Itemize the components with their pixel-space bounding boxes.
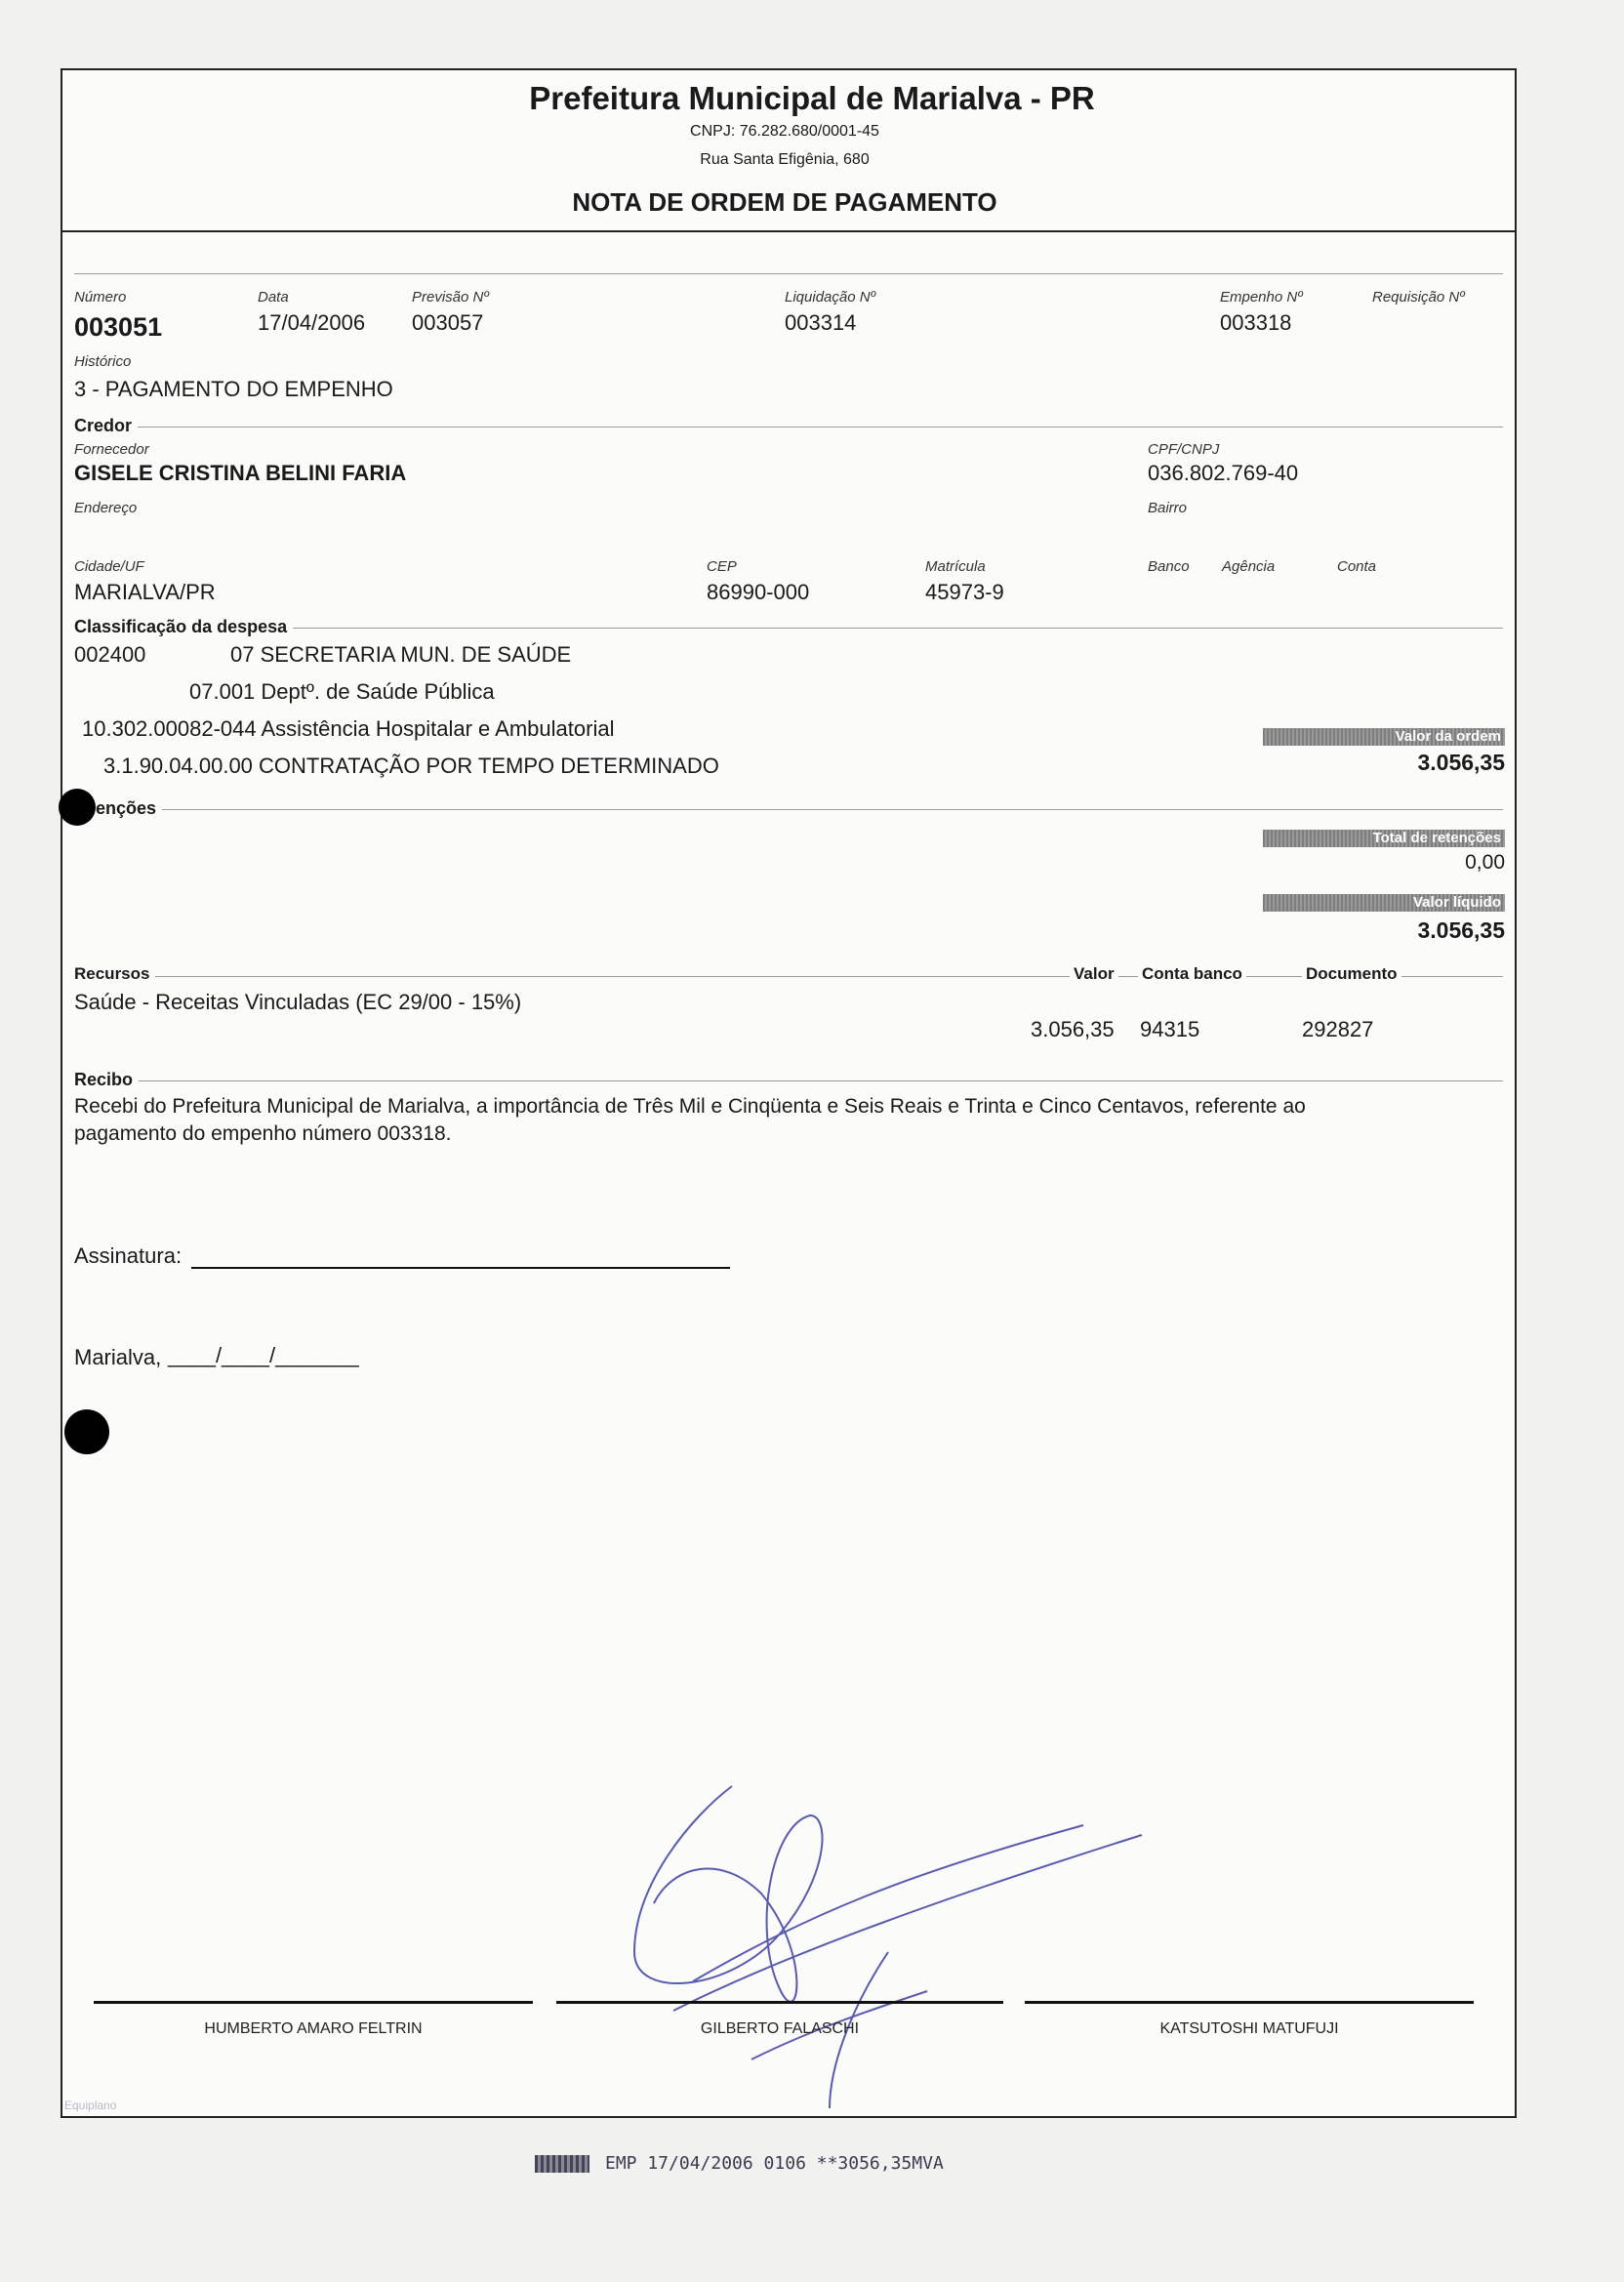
historico-label: Histórico: [74, 353, 132, 370]
total-retencoes-value: 0,00: [1465, 851, 1505, 874]
retencoes-section: enções: [96, 798, 162, 819]
stamp-logo: [535, 2155, 589, 2173]
recursos-documento-col: Documento: [1302, 964, 1401, 984]
data-label: Data: [258, 289, 289, 306]
cidade-label: Cidade/UF: [74, 558, 144, 575]
liquidacao-label: Liquidação Nº: [785, 289, 876, 306]
elemento: 3.1.90.04.00.00 CONTRATAÇÃO POR TEMPO DETERMINADO: [103, 754, 719, 778]
assinatura-label: Assinatura:: [74, 1243, 183, 1268]
liquidacao-value: 003314: [785, 310, 857, 335]
previsao-value: 003057: [412, 310, 484, 335]
valor-ordem-label: Valor da ordem: [1263, 728, 1505, 746]
recursos-conta-col: Conta banco: [1138, 964, 1246, 984]
numero-label: Número: [74, 289, 127, 306]
cep-value: 86990-000: [707, 580, 810, 604]
recibo-text-line2: pagamento do empenho número 003318.: [74, 1122, 452, 1145]
historico-value: 3 - PAGAMENTO DO EMPENHO: [74, 377, 393, 401]
assinatura-line: [191, 1267, 730, 1269]
cpf-label: CPF/CNPJ: [1148, 441, 1220, 458]
retencoes-rule: [96, 809, 1503, 810]
signature-name-3: KATSUTOSHI MATUFUJI: [1159, 2020, 1339, 2037]
signature-name-2: GILBERTO FALASCHI: [700, 2020, 860, 2037]
fornecedor-label: Fornecedor: [74, 441, 149, 458]
agencia-label: Agência: [1222, 558, 1276, 575]
punch-hole: [59, 789, 96, 826]
matricula-label: Matrícula: [925, 558, 986, 575]
total-retencoes-label: Total de retenções: [1263, 830, 1505, 847]
bairro-label: Bairro: [1148, 500, 1188, 516]
recursos-valor-col: Valor: [1070, 964, 1118, 984]
signature-name-1: HUMBERTO AMARO FELTRIN: [204, 2020, 423, 2037]
recursos-documento: 292827: [1302, 1017, 1374, 1041]
recibo-section: Recibo: [74, 1070, 139, 1090]
recibo-rule: [74, 1080, 1503, 1081]
requisicao-label: Requisição Nº: [1372, 289, 1465, 306]
document-title: NOTA DE ORDEM DE PAGAMENTO: [572, 187, 997, 217]
recursos-section: Recursos: [74, 964, 155, 984]
previsao-label: Previsão Nº: [412, 289, 489, 306]
cnpj: CNPJ: 76.282.680/0001-45: [690, 123, 879, 140]
credor-rule: [74, 427, 1503, 428]
endereco-label: Endereço: [74, 500, 138, 516]
top-rule: [74, 273, 1503, 274]
cpf-value: 036.802.769-40: [1148, 461, 1299, 485]
classificacao-section: Classificação da despesa: [74, 617, 293, 637]
numero-value: 003051: [74, 312, 163, 342]
recursos-rule: [74, 976, 1503, 977]
date-blank: ____/____/_______: [168, 1343, 359, 1367]
municipality-title: Prefeitura Municipal de Marialva - PR: [529, 80, 1095, 116]
classificacao-code: 002400: [74, 642, 146, 667]
matricula-value: 45973-9: [925, 580, 1004, 604]
data-value: 17/04/2006: [258, 310, 366, 335]
departamento: 07.001 Deptº. de Saúde Pública: [189, 679, 495, 704]
empenho-value: 003318: [1220, 310, 1292, 335]
signature-line-2: [556, 2001, 1003, 2004]
equiplano-brand: Equiplano: [64, 2099, 117, 2112]
conta-label: Conta: [1337, 558, 1377, 575]
address: Rua Santa Efigênia, 680: [700, 151, 870, 168]
valor-ordem-value: 3.056,35: [1417, 750, 1505, 775]
banco-label: Banco: [1148, 558, 1190, 575]
local-label: Marialva,: [74, 1345, 162, 1369]
handwritten-signature: [615, 1757, 1161, 2128]
fornecedor-value: GISELE CRISTINA BELINI FARIA: [74, 461, 407, 485]
punch-hole-2: [64, 1409, 109, 1454]
secretaria: 07 SECRETARIA MUN. DE SAÚDE: [230, 642, 572, 667]
programa: 10.302.00082-044 Assistência Hospitalar e Ambulatorial: [82, 716, 615, 741]
footer-stamp: EMP 17/04/2006 0106 **3056,35MVA: [605, 2153, 944, 2174]
valor-liquido-value: 3.056,35: [1417, 917, 1505, 943]
empenho-label: Empenho Nº: [1220, 289, 1303, 306]
cep-label: CEP: [707, 558, 737, 575]
cidade-value: MARIALVA/PR: [74, 580, 216, 604]
recursos-fonte: Saúde - Receitas Vinculadas (EC 29/00 - 15%): [74, 990, 522, 1014]
header-divider: [61, 230, 1517, 232]
recibo-text-line1: Recebi do Prefeitura Municipal de Marialva, a importância de Três Mil e Cinqüenta e Seis Reais e Trinta e Cinco Centavos, referente ao: [74, 1095, 1306, 1118]
signature-line-3: [1025, 2001, 1474, 2004]
valor-liquido-label: Valor líquido: [1263, 894, 1505, 912]
credor-section: Credor: [74, 416, 138, 436]
recursos-conta: 94315: [1140, 1017, 1200, 1041]
signature-line-1: [94, 2001, 533, 2004]
recursos-valor: 3.056,35: [1031, 1017, 1115, 1041]
